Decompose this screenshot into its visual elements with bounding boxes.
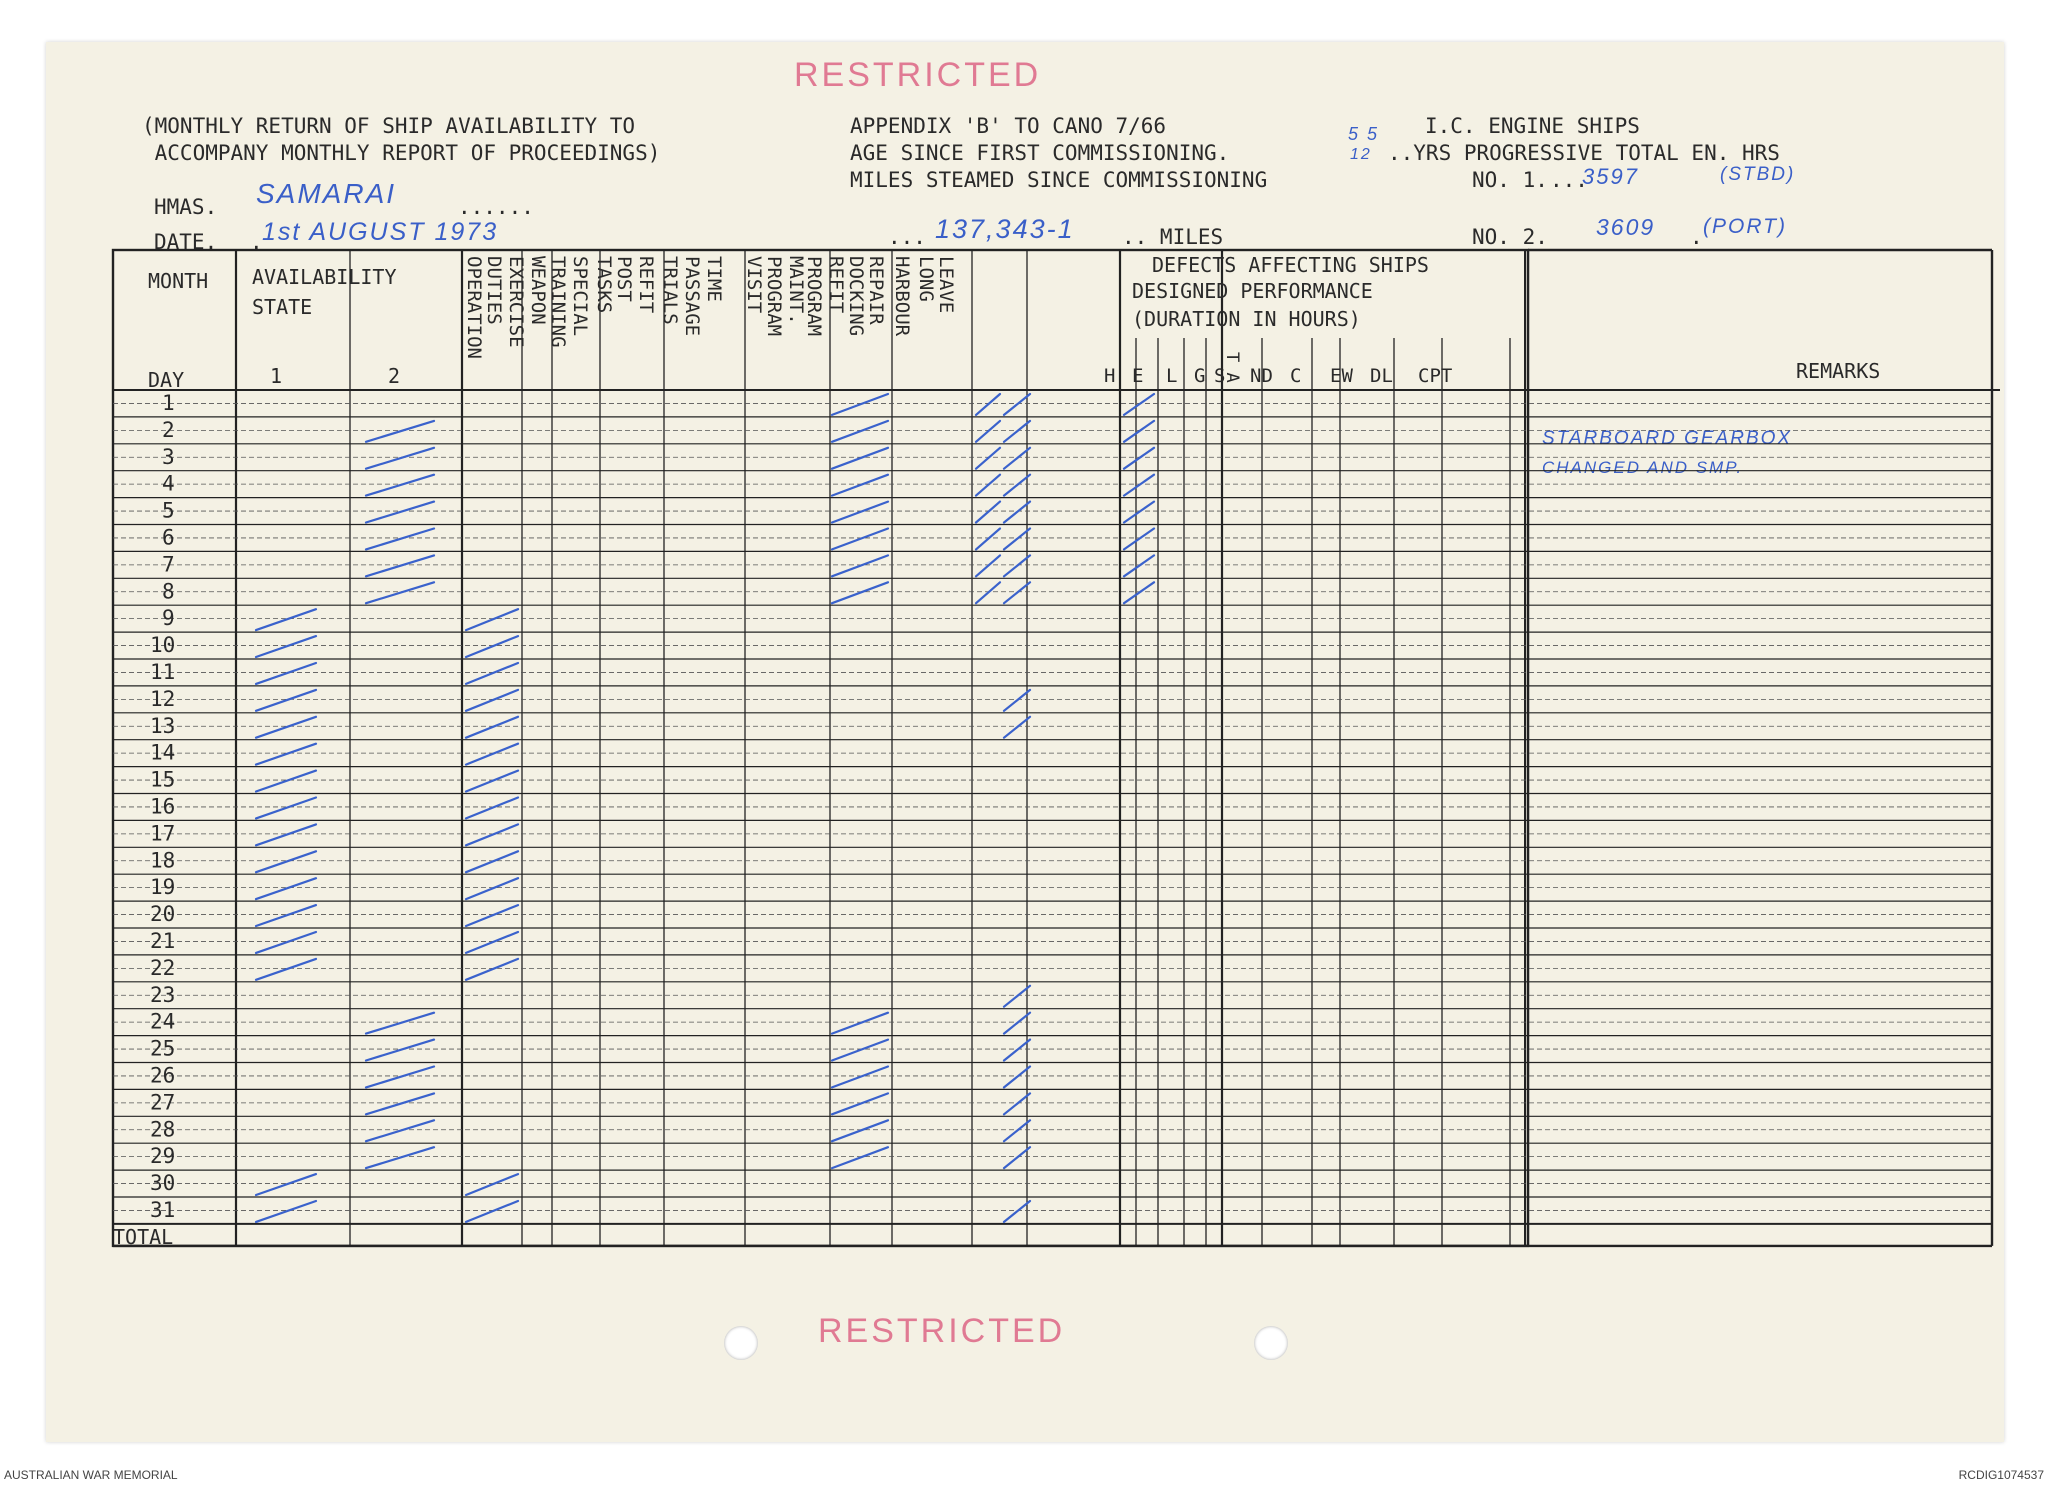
harbour-mark xyxy=(1004,690,1030,711)
availability-state-1-mark xyxy=(256,798,316,819)
day-number: 30 xyxy=(150,1171,176,1196)
availability-state-2-mark xyxy=(366,421,434,442)
docking-repair-mark xyxy=(976,475,1000,496)
defect-e-mark xyxy=(1124,502,1154,523)
availability-label: AVAILABILITY xyxy=(252,265,397,289)
handwritten-ship-name: SAMARAI xyxy=(256,178,397,209)
defect-column-label: CPT xyxy=(1418,365,1453,387)
day-number: 18 xyxy=(150,848,176,873)
availability-state-2-mark xyxy=(366,475,434,496)
vertical-column-header: LONG xyxy=(915,256,937,302)
operation-duties-mark xyxy=(466,663,518,684)
operation-duties-mark xyxy=(466,1201,518,1222)
availability-state-1-mark xyxy=(256,932,316,953)
header-miles-steamed: MILES STEAMED SINCE COMMISSIONING xyxy=(850,168,1268,192)
operation-duties-mark xyxy=(466,609,518,630)
defects-title-2: DESIGNED PERFORMANCE xyxy=(1132,279,1373,303)
header-no1-label: NO. 1. xyxy=(1472,168,1548,192)
harbour-mark xyxy=(1004,986,1030,1007)
day-number: 13 xyxy=(150,713,176,738)
program-maint-mark xyxy=(832,394,888,415)
day-number: 31 xyxy=(150,1198,176,1222)
availability-state-1-mark xyxy=(256,609,316,630)
day-number: 21 xyxy=(150,929,176,953)
total-label: TOTAL xyxy=(113,1224,174,1249)
program-maint-mark xyxy=(832,502,888,523)
vertical-column-header: TIME xyxy=(703,256,725,302)
day-number: 2 xyxy=(162,417,175,442)
defect-column-label: L xyxy=(1166,365,1178,387)
day-number: 8 xyxy=(162,579,175,604)
program-maint-mark xyxy=(832,529,888,550)
footer-source: AUSTRALIAN WAR MEMORIAL xyxy=(4,1468,178,1482)
header-date-dots: . xyxy=(250,230,263,254)
defect-e-mark xyxy=(1124,555,1154,576)
harbour-mark xyxy=(1004,1040,1030,1061)
defect-e-mark xyxy=(1124,529,1154,550)
vertical-column-header: EXERCISE xyxy=(505,256,527,348)
operation-duties-mark xyxy=(466,1174,518,1195)
header-return-line-2: ACCOMPANY MONTHLY REPORT OF PROCEEDINGS) xyxy=(142,141,661,165)
vertical-column-header: LEAVE xyxy=(935,256,957,314)
program-maint-mark xyxy=(832,1120,888,1141)
availability-state-2-mark xyxy=(366,1067,434,1088)
header-no2-label: NO. 2. xyxy=(1472,225,1548,249)
day-number: 5 xyxy=(162,498,175,523)
availability-state-1-mark xyxy=(256,690,316,711)
vertical-column-header: DUTIES xyxy=(483,256,505,325)
handwritten-date: 1st AUGUST 1973 xyxy=(262,218,499,246)
harbour-mark xyxy=(1004,1013,1030,1034)
availability-state-1-mark xyxy=(256,636,316,657)
defects-title-1: DEFECTS AFFECTING SHIPS xyxy=(1152,253,1429,277)
program-maint-mark xyxy=(832,582,888,603)
day-number: 26 xyxy=(150,1063,176,1088)
availability-state-1-mark xyxy=(256,878,316,899)
vertical-column-header: OPERATION xyxy=(463,256,485,359)
harbour-mark xyxy=(1004,717,1030,738)
vertical-column-header: DOCKING xyxy=(845,256,867,337)
vertical-column-header: POST xyxy=(613,256,635,302)
availability-state-1-mark xyxy=(256,744,316,765)
day-number: 29 xyxy=(150,1144,176,1169)
day-number: 1 xyxy=(162,391,175,415)
footer-reference: RCDIG1074537 xyxy=(1958,1468,2044,1482)
header-appendix: APPENDIX 'B' TO CANO 7/66 xyxy=(850,114,1167,138)
availability-state-1-mark xyxy=(256,1201,316,1222)
program-maint-mark xyxy=(832,1147,888,1168)
harbour-mark xyxy=(1004,448,1030,469)
table-frame xyxy=(113,250,1528,1246)
header-no1-dots: ... xyxy=(1550,168,1588,192)
availability-state-2-mark xyxy=(366,448,434,469)
harbour-mark xyxy=(1004,1093,1030,1114)
header-ic-engine-ships: I.C. ENGINE SHIPS xyxy=(1425,114,1640,138)
docking-repair-mark xyxy=(976,448,1000,469)
day-number: 14 xyxy=(150,740,176,765)
vertical-column-header: PASSAGE xyxy=(681,256,703,337)
program-maint-mark xyxy=(832,555,888,576)
docking-repair-mark xyxy=(976,394,1000,415)
handwritten-remarks-line-2: CHANGED AND SMP. xyxy=(1542,458,1744,477)
vertical-column-header: REFIT xyxy=(635,256,657,314)
day-number: 16 xyxy=(150,794,176,819)
state-label: STATE xyxy=(252,295,313,319)
day-number: 24 xyxy=(150,1009,176,1034)
program-maint-mark xyxy=(832,448,888,469)
defect-e-mark xyxy=(1124,394,1154,415)
day-number: 25 xyxy=(150,1036,176,1061)
operation-duties-mark xyxy=(466,824,518,845)
harbour-mark xyxy=(1004,502,1030,523)
day-number: 19 xyxy=(150,875,176,900)
defect-e-mark xyxy=(1124,448,1154,469)
availability-state-1-mark xyxy=(256,824,316,845)
defect-column-label: G xyxy=(1194,365,1206,387)
handwritten-no2-note: (PORT) xyxy=(1703,215,1787,238)
vertical-column-header: HARBOUR xyxy=(891,256,913,337)
operation-duties-mark xyxy=(466,771,518,792)
harbour-mark xyxy=(1004,475,1030,496)
availability-state-2-mark xyxy=(366,1147,434,1168)
program-maint-mark xyxy=(832,1013,888,1034)
header-hmas-label: HMAS. xyxy=(154,195,218,219)
day-number: 10 xyxy=(150,633,176,658)
month-label: MONTH xyxy=(148,269,209,293)
docking-repair-mark xyxy=(976,582,1000,603)
handwritten-no1-hours: 3597 xyxy=(1582,164,1639,189)
defect-column-label: ND xyxy=(1250,365,1273,387)
availability-state-2-mark xyxy=(366,1040,434,1061)
restricted-stamp-top: RESTRICTED xyxy=(794,56,1042,94)
defect-e-mark xyxy=(1124,582,1154,603)
availability-state-1-mark xyxy=(256,1174,316,1195)
operation-duties-mark xyxy=(466,798,518,819)
vertical-column-header: TRAINING xyxy=(547,256,569,348)
handwritten-remarks-line-1: STARBOARD GEARBOX xyxy=(1542,428,1793,449)
availability-state-2-mark xyxy=(366,582,434,603)
handwritten-no1-note: (STBD) xyxy=(1720,164,1796,185)
day-number: 3 xyxy=(162,444,175,469)
program-maint-mark xyxy=(832,1093,888,1114)
day-number: 22 xyxy=(150,955,176,980)
day-number: 9 xyxy=(162,606,175,631)
defect-column-label: EW xyxy=(1330,365,1353,387)
day-number: 4 xyxy=(162,471,175,496)
harbour-mark xyxy=(1004,555,1030,576)
vertical-column-header: PROGRAM xyxy=(803,256,825,337)
vertical-column-header: REPAIR xyxy=(865,256,887,325)
availability-state-2-mark xyxy=(366,1013,434,1034)
docking-repair-mark xyxy=(976,502,1000,523)
operation-duties-mark xyxy=(466,744,518,765)
operation-duties-mark xyxy=(466,717,518,738)
harbour-mark xyxy=(1004,421,1030,442)
operation-duties-mark xyxy=(466,636,518,657)
vertical-column-header: PROGRAM xyxy=(763,256,785,337)
availability-state-2-mark xyxy=(366,1120,434,1141)
vertical-column-header: TASKS xyxy=(593,256,615,314)
program-maint-mark xyxy=(832,1067,888,1088)
vertical-column-header: VISIT xyxy=(743,256,765,314)
availability-state-2-mark xyxy=(366,502,434,523)
vertical-column-header: REFIT xyxy=(825,256,847,314)
defect-column-label: DL xyxy=(1370,365,1393,387)
day-label: DAY xyxy=(148,368,185,392)
operation-duties-mark xyxy=(466,878,518,899)
harbour-mark xyxy=(1004,529,1030,550)
day-number: 12 xyxy=(150,686,176,711)
harbour-mark xyxy=(1004,1120,1030,1141)
availability-state-1-mark xyxy=(256,959,316,980)
availability-state-2-mark xyxy=(366,1093,434,1114)
restricted-stamp-bottom: RESTRICTED xyxy=(818,1312,1066,1350)
defect-column-label: S xyxy=(1214,365,1226,387)
vertical-column-header: TRIALS xyxy=(659,256,681,325)
availability-state-2-mark xyxy=(366,555,434,576)
docking-repair-mark xyxy=(976,555,1000,576)
day-number: 17 xyxy=(150,821,176,846)
availability-state-1-mark xyxy=(256,717,316,738)
day-number: 27 xyxy=(150,1090,176,1115)
header-progressive-total: ..YRS PROGRESSIVE TOTAL EN. HRS xyxy=(1388,141,1780,165)
remarks-label: REMARKS xyxy=(1796,359,1881,383)
operation-duties-mark xyxy=(466,690,518,711)
program-maint-mark xyxy=(832,1040,888,1061)
harbour-mark xyxy=(1004,1067,1030,1088)
header-return-line-1: (MONTHLY RETURN OF SHIP AVAILABILITY TO xyxy=(142,114,636,138)
day-number: 11 xyxy=(150,660,176,684)
availability-state-2-mark xyxy=(366,529,434,550)
header-miles-lead: ... xyxy=(888,225,926,249)
harbour-mark xyxy=(1004,582,1030,603)
docking-repair-mark xyxy=(976,529,1000,550)
defect-e-mark xyxy=(1124,475,1154,496)
day-number: 20 xyxy=(150,902,176,927)
harbour-mark xyxy=(1004,1147,1030,1168)
header-age-label: AGE SINCE FIRST COMMISSIONING. xyxy=(850,141,1230,165)
header-hmas-dots: ...... xyxy=(458,195,534,219)
day-number: 7 xyxy=(162,552,175,577)
handwritten-age-bottom: 12 xyxy=(1350,146,1372,163)
program-maint-mark xyxy=(832,475,888,496)
operation-duties-mark xyxy=(466,905,518,926)
handwritten-miles: 137,343-1 xyxy=(935,214,1075,244)
defect-column-label: E xyxy=(1132,365,1144,387)
day-number: 15 xyxy=(150,767,176,792)
day-number: 28 xyxy=(150,1117,176,1142)
availability-state-1-mark xyxy=(256,771,316,792)
header-miles-label: .. MILES xyxy=(1122,225,1224,249)
program-maint-mark xyxy=(832,421,888,442)
docking-repair-mark xyxy=(976,421,1000,442)
harbour-mark xyxy=(1004,1201,1030,1222)
defects-title-3: (DURATION IN HOURS) xyxy=(1132,307,1361,331)
operation-duties-mark xyxy=(466,932,518,953)
header-date-label: DATE. xyxy=(154,230,218,254)
handwritten-no2-hours: 3609 xyxy=(1596,214,1656,240)
defect-ta-label: T A xyxy=(1222,352,1242,383)
availability-state-1-mark xyxy=(256,905,316,926)
defect-column-label: H xyxy=(1104,365,1116,387)
vertical-column-header: SPECIAL xyxy=(569,256,591,337)
day-number: 23 xyxy=(150,982,176,1007)
availability-state-1-mark xyxy=(256,663,316,684)
defect-column-label: C xyxy=(1290,365,1302,387)
state-1-label: 1 xyxy=(270,364,283,388)
availability-state-1-mark xyxy=(256,851,316,872)
defect-e-mark xyxy=(1124,421,1154,442)
handwritten-age-top: 5 5 xyxy=(1348,124,1380,144)
vertical-column-header: WEAPON xyxy=(527,256,549,325)
header-no2-dots: . xyxy=(1690,225,1703,249)
day-number: 6 xyxy=(162,525,175,550)
harbour-mark xyxy=(1004,394,1030,415)
operation-duties-mark xyxy=(466,959,518,980)
vertical-column-header: MAINT. xyxy=(785,256,807,325)
state-2-label: 2 xyxy=(388,364,401,388)
operation-duties-mark xyxy=(466,851,518,872)
